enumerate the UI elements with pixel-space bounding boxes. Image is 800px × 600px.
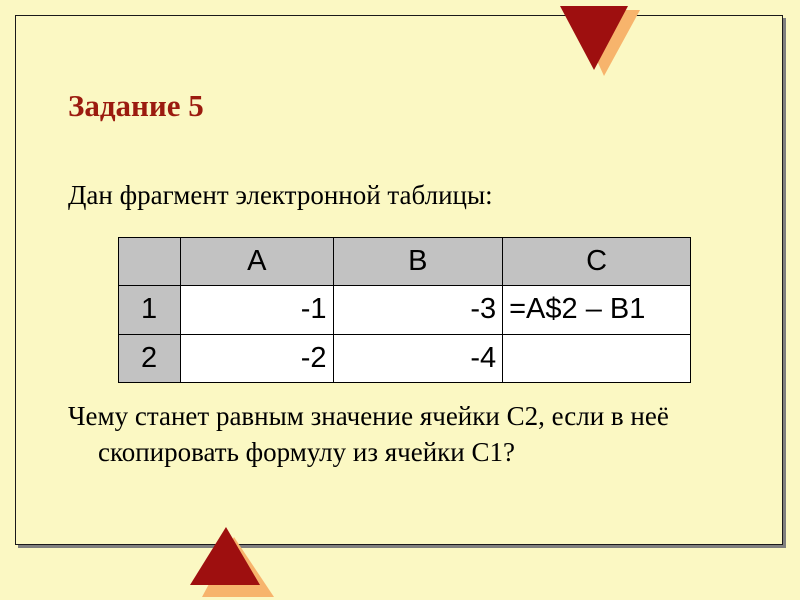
column-header-c: C	[503, 238, 691, 286]
spreadsheet-fragment	[118, 237, 691, 383]
intro-text: Дан фрагмент электронной таблицы:	[68, 180, 493, 210]
column-header-row	[119, 238, 691, 286]
row-header-2: 2	[119, 334, 181, 382]
column-header-a: A	[180, 238, 333, 286]
cell-b2: -4	[333, 334, 503, 382]
cell-b1: -3	[333, 286, 503, 334]
cell-a1: -1	[180, 286, 333, 334]
slide-title: Задание 5	[68, 88, 204, 123]
up-triangle-icon	[186, 525, 278, 597]
question-text: Чему станет равным значение ячейки С2, если в неё скопировать формулу из ячейки С1?	[68, 401, 669, 467]
cell-c1: =A$2 – B1	[503, 286, 691, 334]
cell-c2	[503, 334, 691, 382]
corner-cell	[119, 238, 181, 286]
row-header-1: 1	[119, 286, 181, 334]
table-row	[119, 334, 691, 382]
down-triangle-icon	[556, 4, 646, 76]
table-row	[119, 286, 691, 334]
cell-a2: -2	[180, 334, 333, 382]
column-header-b: B	[333, 238, 503, 286]
